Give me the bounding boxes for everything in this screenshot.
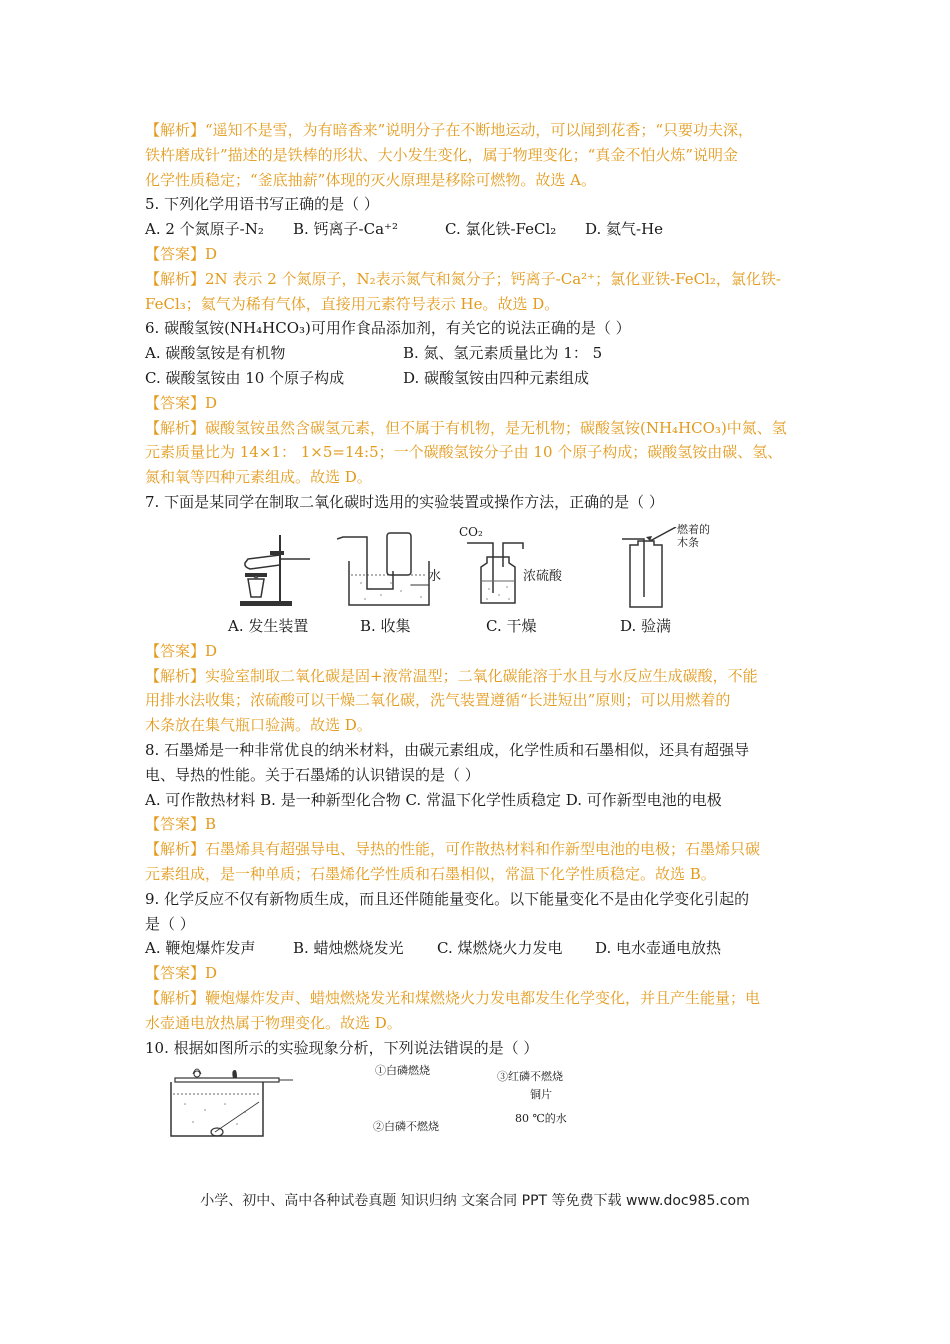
q9-option-b: B. 蜡烛燃烧发光 bbox=[293, 939, 404, 958]
caption-a: A. 发生装置 bbox=[228, 616, 309, 635]
q6-option-c: C. 碳酸氢铵由 10 个原子构成 bbox=[145, 368, 345, 387]
q6-option-b: B. 氮、氢元素质量比为 1： 5 bbox=[403, 344, 603, 363]
q5-analysis-line: FeCl₃；氦气为稀有气体，直接用元素符号表示 He。故选 D。 bbox=[145, 294, 560, 313]
sulfuric-acid-label: 浓硫酸 bbox=[523, 568, 563, 584]
q5-option-b: B. 钙离子-Ca⁺² bbox=[293, 220, 398, 239]
q4-analysis-line: 化学性质稳定；“釜底抽薪”体现的灭火原理是移除可燃物。故选 A。 bbox=[145, 170, 596, 189]
white-phosphorus-burning-label: ①白磷燃烧 bbox=[375, 1064, 430, 1078]
q7-apparatus-figure bbox=[145, 515, 815, 635]
q7-analysis-line: 【解析】实验室制取二氧化碳是固+液常温型；二氧化碳能溶于水且与水反应生成碳酸，不能 bbox=[145, 666, 758, 685]
q4-analysis-line: 【解析】“遥知不是雪，为有暗香来”说明分子在不断地运动，可以闻到花香；“只要功夫深， bbox=[145, 121, 754, 139]
white-phosphorus-not-burning-label: ②白磷不燃烧 bbox=[373, 1120, 439, 1134]
q5-option-a: A. 2 个氮原子-N₂ bbox=[145, 220, 264, 239]
q6-options-row2 bbox=[145, 366, 815, 391]
q9-options bbox=[145, 936, 815, 961]
q5-option-d: D. 氦气-He bbox=[585, 220, 664, 239]
q9-option-a: A. 鞭炮爆炸发声 bbox=[145, 939, 256, 958]
burning-stick-label-line2: 木条 bbox=[677, 535, 699, 549]
q6-options-row1 bbox=[145, 341, 815, 366]
burning-stick-label bbox=[677, 523, 710, 549]
copper-sheet-label: 铜片 bbox=[530, 1088, 552, 1102]
co2-label: CO₂ bbox=[459, 524, 483, 539]
q6-answer: 【答案】D bbox=[145, 393, 218, 412]
q8-stem: 8. 石墨烯是一种非常优良的纳米材料，由碳元素组成，化学性质和石墨相似，还具有超强导 bbox=[145, 740, 750, 759]
q10-combustion-figure bbox=[145, 1060, 815, 1156]
q5-analysis-line: 【解析】2N 表示 2 个氮原子，N₂表示氮气和氮分子；钙离子-Ca²⁺；氯化亚铁-FeCl₂，氯化铁- bbox=[145, 269, 781, 288]
q7-analysis-line: 用排水法收集；浓硫酸可以干燥二氧化碳，洗气装置遵循“长进短出”原则；可以用燃着的 bbox=[145, 691, 731, 710]
q7-stem: 7. 下面是某同学在制取二氧化碳时选用的实验装置或操作方法，正确的是（ ） bbox=[145, 492, 664, 511]
q6-analysis-line: 氮和氧等四种元素组成。故选 D。 bbox=[145, 468, 372, 487]
q7-answer: 【答案】D bbox=[145, 641, 218, 660]
q6-option-a: A. 碳酸氢铵是有机物 bbox=[145, 344, 286, 363]
q6-analysis-line: 元素质量比为 14×1： 1×5=14:5；一个碳酸氢铵分子由 10 个原子构成；碳酸氢铵由碳、氢、 bbox=[145, 443, 783, 462]
caption-d: D. 验满 bbox=[620, 616, 672, 635]
q9-option-d: D. 电水壶通电放热 bbox=[595, 939, 722, 958]
q9-stem: 是（ ） bbox=[145, 914, 195, 933]
q5-options bbox=[145, 217, 815, 242]
burning-stick-label-line1: 燃着的 bbox=[677, 522, 710, 536]
q9-stem: 9. 化学反应不仅有新物质生成，而且还伴随能量变化。以下能量变化不是由化学变化引起的 bbox=[145, 889, 750, 908]
generation-apparatus-diagram bbox=[240, 529, 320, 609]
caption-b: B. 收集 bbox=[360, 616, 411, 635]
q5-stem: 5. 下列化学用语书写正确的是（ ） bbox=[145, 195, 379, 214]
q4-analysis-line: 铁杵磨成针”描述的是铁棒的形状、大小发生变化，属于物理变化；“真金不怕火炼”说明金 bbox=[145, 145, 739, 164]
document-body bbox=[145, 118, 815, 1156]
q6-stem: 6. 碳酸氢铵(NH₄HCO₃)可用作食品添加剂，有关它的说法正确的是（ ） bbox=[145, 319, 631, 338]
q5-option-c: C. 氯化铁-FeCl₂ bbox=[445, 220, 557, 239]
q7-analysis-line: 木条放在集气瓶口验满。故选 D。 bbox=[145, 716, 372, 735]
water-label: 水 bbox=[428, 568, 442, 584]
q9-analysis-line: 【解析】鞭炮爆炸发声、蜡烛燃烧发光和煤燃烧火力发电都发生化学变化，并且产生能量；电 bbox=[145, 988, 761, 1007]
q9-answer: 【答案】D bbox=[145, 964, 218, 983]
hot-water-label: 80 ℃的水 bbox=[515, 1112, 567, 1126]
q9-analysis-line: 水壶通电放热属于物理变化。故选 D。 bbox=[145, 1013, 402, 1032]
q8-answer: 【答案】B bbox=[145, 815, 217, 834]
q10-stem: 10. 根据如图所示的实验现象分析，下列说法错误的是（ ） bbox=[145, 1038, 539, 1057]
drying-bottle-diagram bbox=[467, 537, 527, 607]
q8-options: A. 可作散热材料 B. 是一种新型化合物 C. 常温下化学性质稳定 D. 可作新型电池的电极 bbox=[145, 790, 722, 809]
caption-c: C. 干燥 bbox=[486, 616, 537, 635]
q6-option-d: D. 碳酸氢铵由四种元素组成 bbox=[403, 368, 590, 387]
q8-analysis-line: 【解析】石墨烯具有超强导电、导热的性能，可作散热材料和作新型电池的电极；石墨烯只碳 bbox=[145, 840, 761, 859]
beaker-diagram bbox=[145, 1060, 315, 1140]
page-footer: 小学、初中、高中各种试卷真题 知识归纳 文案合同 PPT 等免费下载 www.doc985.com bbox=[200, 1193, 750, 1209]
full-test-diagram bbox=[620, 527, 680, 609]
q8-analysis-line: 元素组成，是一种单质；石墨烯化学性质和石墨相似，常温下化学性质稳定。故选 B。 bbox=[145, 864, 716, 883]
q5-answer: 【答案】D bbox=[145, 244, 218, 263]
q8-stem: 电、导热的性能。关于石墨烯的认识错误的是（ ） bbox=[145, 765, 480, 784]
q6-analysis-line: 【解析】碳酸氢铵虽然含碳氢元素，但不属于有机物，是无机物；碳酸氢铵(NH₄HCO₃)中氮、氢 bbox=[145, 418, 787, 437]
red-phosphorus-label: ③红磷不燃烧 bbox=[497, 1070, 563, 1084]
q9-option-c: C. 煤燃烧火力发电 bbox=[437, 939, 563, 958]
